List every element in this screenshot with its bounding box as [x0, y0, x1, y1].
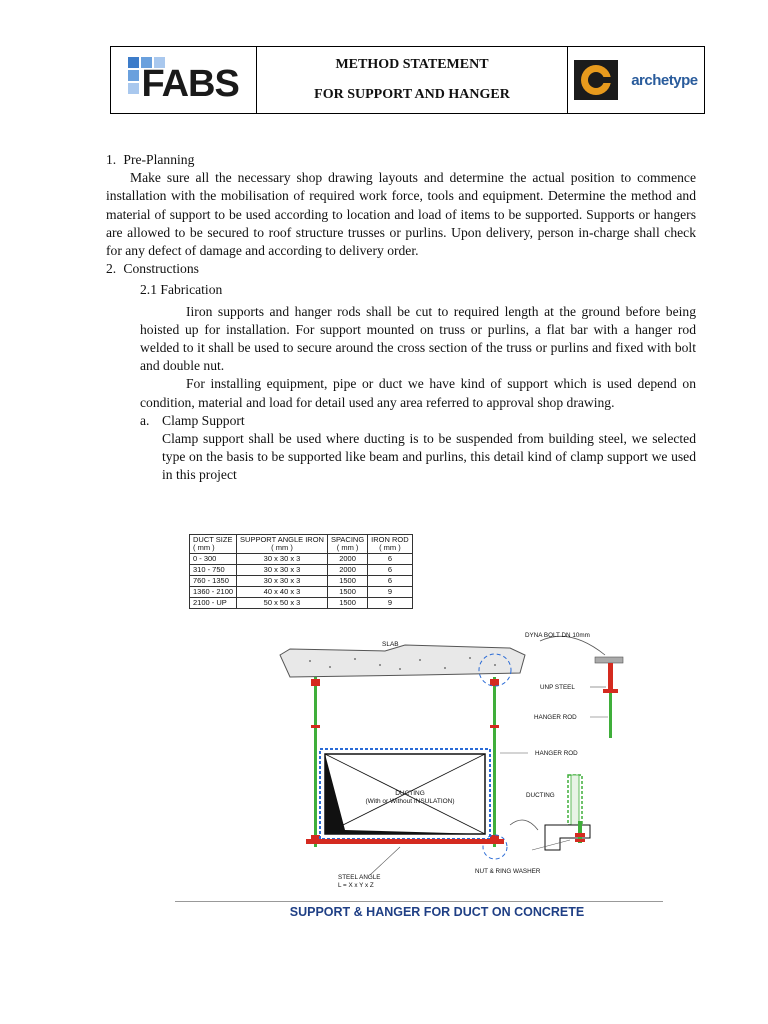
- unp-steel: [608, 663, 613, 693]
- concrete-slab: [280, 645, 525, 677]
- right-hanger-rod: [493, 677, 496, 847]
- clamp-number: a.: [140, 412, 150, 428]
- header-table: [110, 46, 705, 114]
- section-2-number: 2.: [106, 261, 117, 277]
- clamp-title: Clamp Support: [162, 412, 245, 428]
- fabs-logo-cell: [111, 47, 257, 114]
- clamp-support-heading: [140, 412, 696, 430]
- support-spec-table: [189, 534, 413, 609]
- steel-angle-dims-label: L = X x Y x Z: [338, 882, 374, 889]
- dyna-bolt-label: DYNA BOLT DN 10mm: [525, 632, 590, 639]
- hanger-rod-label-1: HANGER ROD: [534, 714, 577, 721]
- detail-hanger-rod: [609, 693, 612, 738]
- fabs-logo-text: FABS: [141, 63, 239, 105]
- ducting-insulation-label: (With or Without INSULATION): [365, 798, 455, 805]
- table-row: 0 - 300 30 x 30 x 3 2000 6: [190, 554, 413, 565]
- section-2-title: Constructions: [123, 261, 199, 277]
- header-spacing: SPACING ( mm ): [327, 535, 367, 554]
- caption-divider: [175, 901, 663, 902]
- hanger-rod-label-2: HANGER ROD: [535, 750, 578, 757]
- section-1-body: Make sure all the necessary shop drawing layouts and determine the actual position to commence installation with the mobilisation of required work force, tools and equipment. Determine the method and material of support to be used according to location and load of items to be supported. Supports or hangers are allowed to be secured to roof structure trusses or purlins. Upon delivery, person in-charge shall check for any defect of damage and according to delivery order.: [106, 170, 696, 259]
- document-body: [106, 151, 696, 485]
- header-support-angle: SUPPORT ANGLE IRON ( mm ): [237, 535, 328, 554]
- table-row: 760 - 1350 30 x 30 x 3 1500 6: [190, 576, 413, 587]
- section-2-heading: [106, 260, 696, 278]
- steel-angle-label: STEEL ANGLE: [338, 874, 381, 881]
- title-line-2: FOR SUPPORT AND HANGER: [314, 87, 510, 102]
- figure-caption: SUPPORT & HANGER FOR DUCT ON CONCRETE: [289, 905, 585, 919]
- ring-logo-icon: [574, 60, 618, 100]
- clamp-support-body: Clamp support shall be used where ducting is to be suspended from building steel, we selected type on the basis to be supported like beam and purlins, this detail kind of clamp support we used in this project: [162, 431, 696, 483]
- fabrication-body: [106, 303, 696, 412]
- header-iron-rod: IRON ROD ( mm ): [368, 535, 413, 554]
- table-row: 310 - 750 30 x 30 x 3 2000 6: [190, 565, 413, 576]
- section-1-heading: [106, 151, 696, 169]
- partner-logos-cell: [568, 47, 705, 114]
- section-1-title: Pre-Planning: [123, 152, 195, 167]
- fabrication-paragraph-2: For installing equipment, pipe or duct we have kind of support which is used depend on condition, material and load for detail used any area referred to approval shop drawing.: [140, 376, 696, 410]
- table-row: 1360 - 2100 40 x 40 x 3 1500 9: [190, 587, 413, 598]
- steel-angle-bar: [306, 839, 504, 844]
- section-1-number: 1.: [106, 152, 117, 167]
- document-title: [257, 47, 568, 114]
- ducting-label-2: DUCTING: [526, 792, 555, 799]
- nut-washer-label: NUT & RING WASHER: [475, 868, 541, 875]
- slab-label: SLAB: [382, 641, 399, 648]
- fabs-logo: [124, 55, 244, 105]
- table-header-row: [190, 535, 413, 554]
- unp-steel-label: UNP STEEL: [540, 684, 575, 691]
- header-duct-size: DUCT SIZE ( mm ): [190, 535, 237, 554]
- table-row: 2100 - UP 50 x 50 x 3 1500 9: [190, 598, 413, 609]
- title-line-1: METHOD STATEMENT: [335, 57, 489, 72]
- clamp-support-section: [106, 412, 696, 485]
- support-hanger-diagram: [270, 625, 680, 895]
- fabrication-paragraph-1: Iiron supports and hanger rods shall be cut to required length at the ground before being hoisted up for installation. For support mounted on truss or purlins, a flat bar with a hanger rod welded to it shall be used to secure around the cross section of the truss or purlins and fixed with bolt and double nut.: [140, 303, 696, 374]
- archetype-logo-text: archetype: [631, 71, 698, 89]
- left-hanger-rod: [314, 677, 317, 847]
- ducting-label: DUCTING: [395, 790, 425, 797]
- section-2-1-heading: 2.1 Fabrication: [140, 282, 223, 298]
